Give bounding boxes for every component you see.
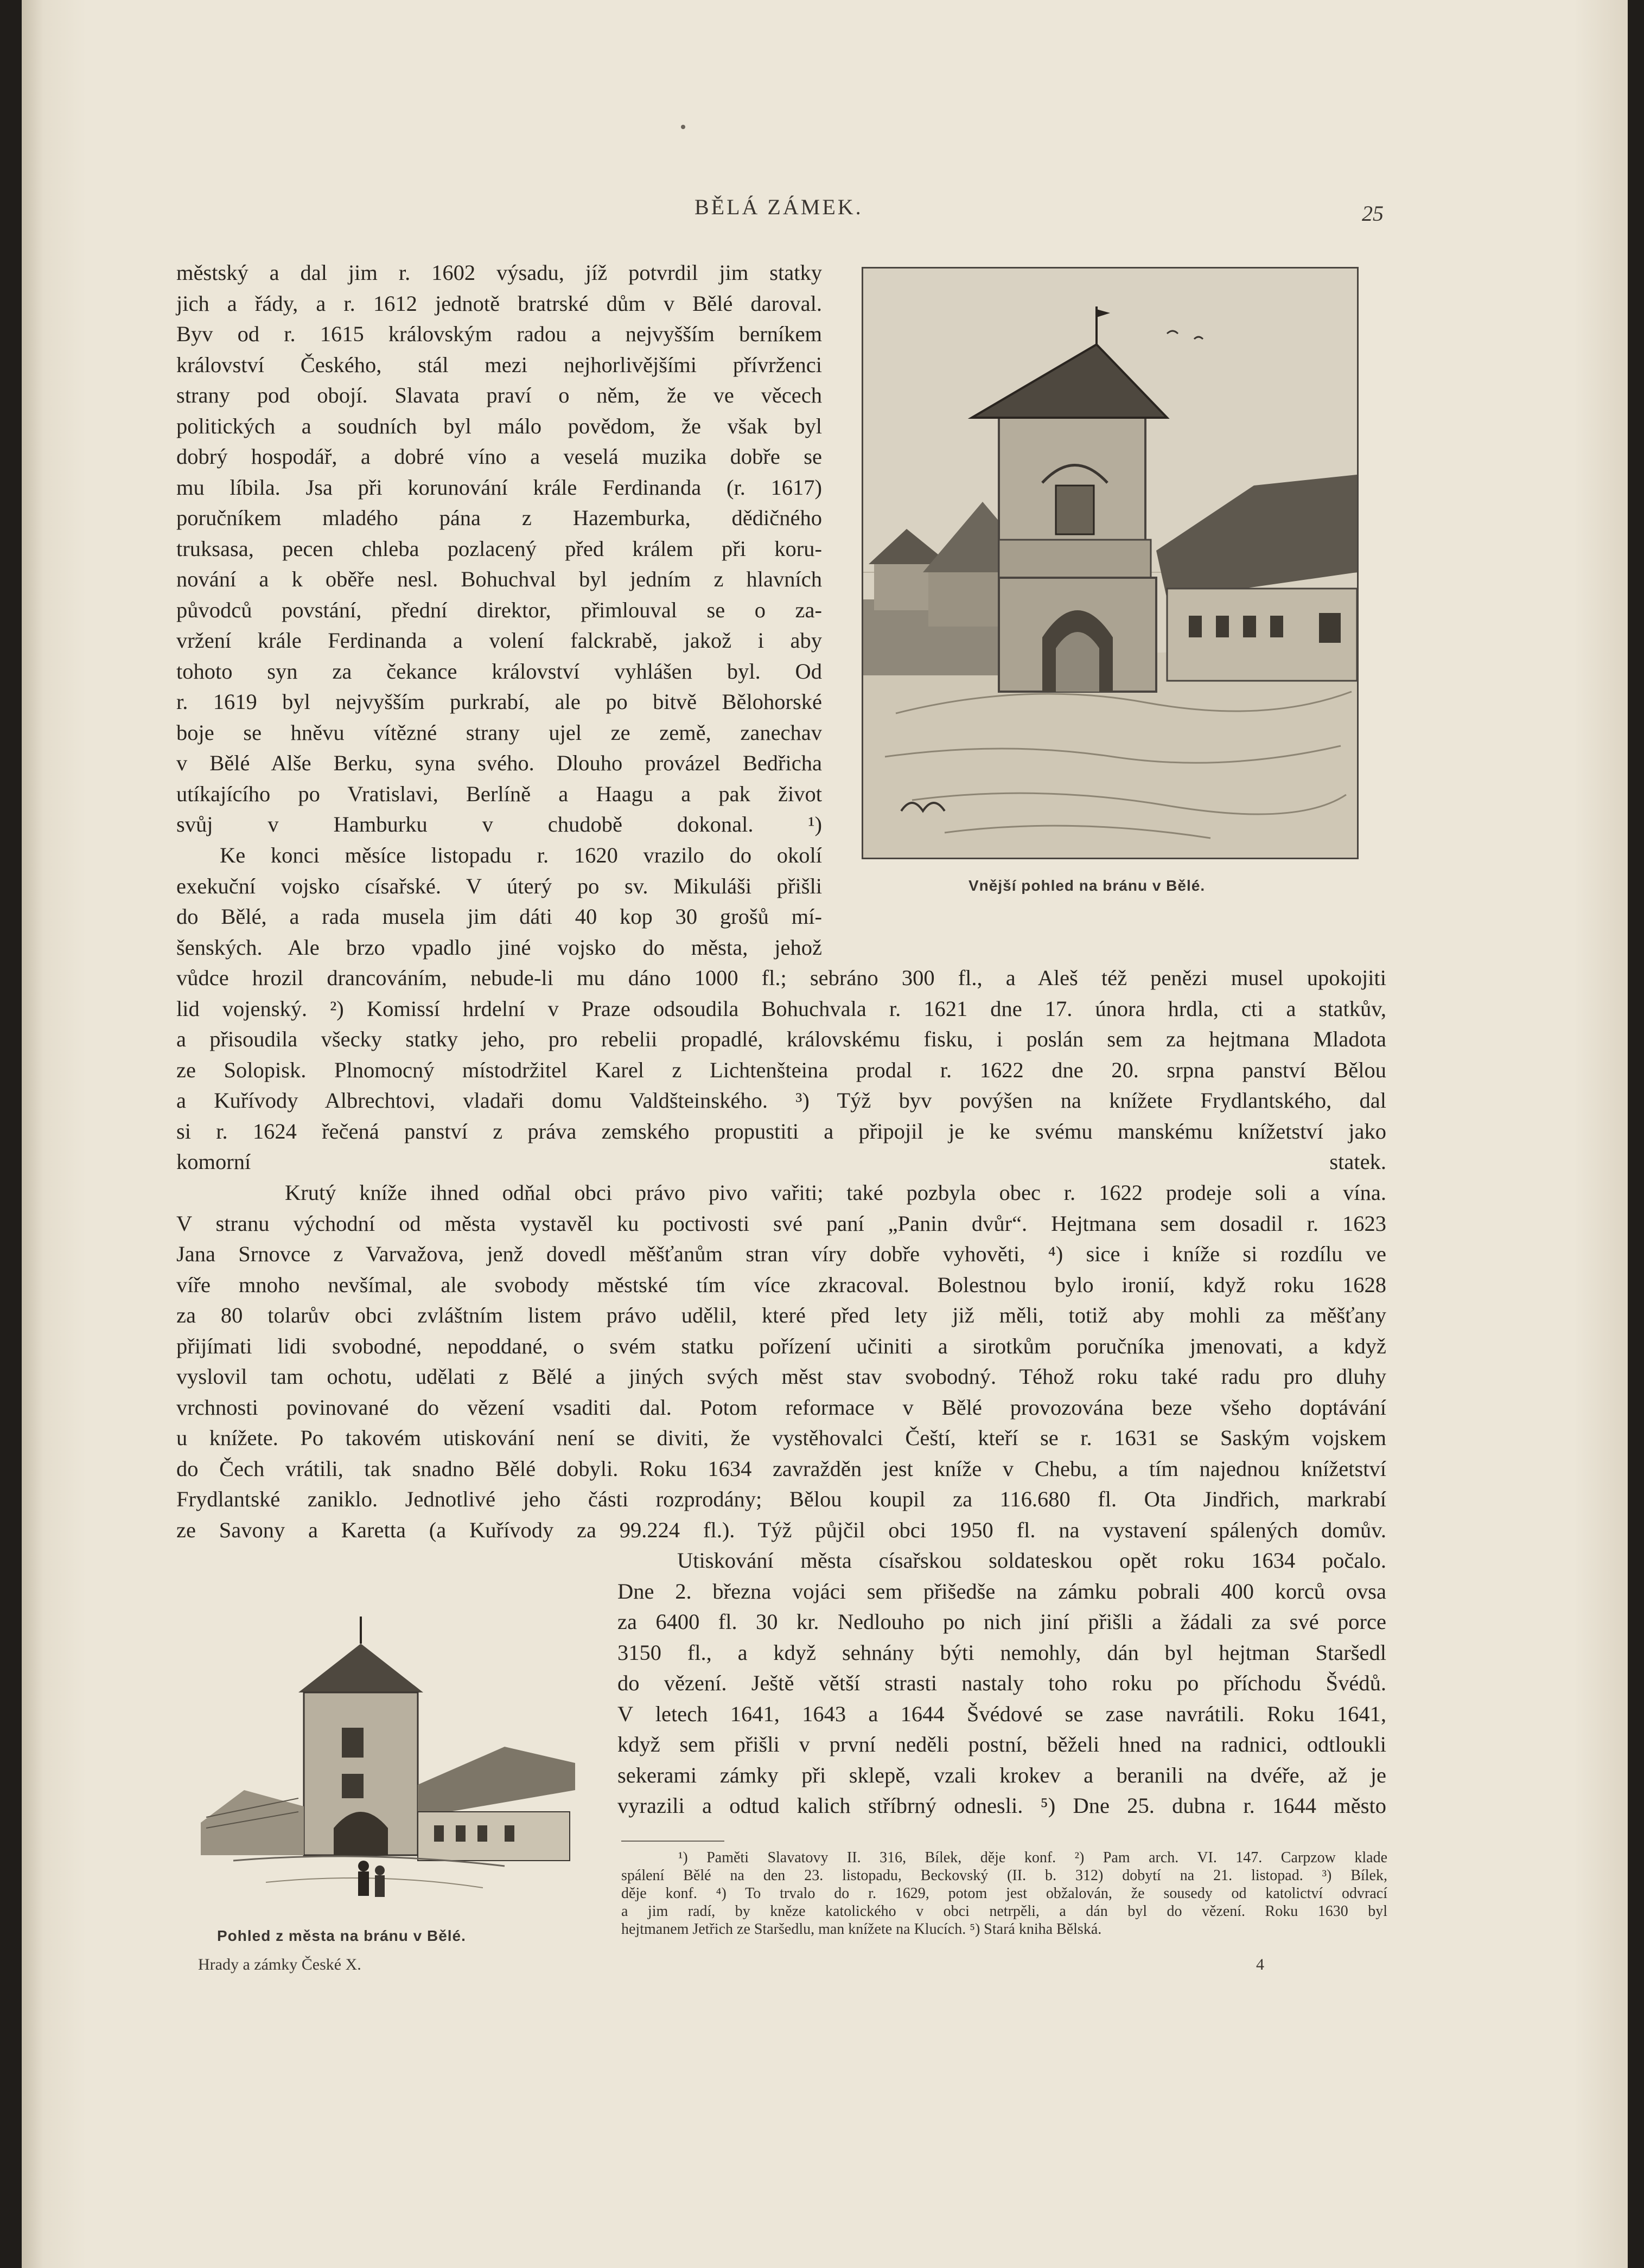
text-line: Ke konci měsíce listopadu r. 1620 vrazilo do okolí [220, 843, 822, 867]
page-number: 25 [1362, 201, 1384, 226]
text-line: r. 1619 byl nejvyšším purkrabí, ale po bitvě Bělohorské [176, 689, 822, 714]
text-line: vůdce hrozil drancováním, nebude-li mu dáno 1000 fl.; sebráno 300 fl., a Aleš též penězi musel upokojiti [176, 966, 1386, 990]
text-line: sekerami zámky při sklepě, vzali krokev a beranili na dvéře, až je [617, 1762, 1386, 1787]
footnote-rule [621, 1841, 724, 1842]
text-line: vržení krále Ferdinanda a volení falckrabě, jakož i aby [176, 628, 822, 653]
text-line: Frydlantské zaniklo. Jednotlivé jeho části rozprodány; Bělou koupil za 116.680 fl. Ota Jindřich, markrabí [176, 1487, 1386, 1511]
text-line: v Bělé Alše Berku, syna svého. Dlouho provázel Bedřicha [176, 751, 822, 775]
text-line: vyslovil tam ochotu, udělati z Bělé a jiných svých měst stav svobodný. Téhož roku také radu pro dluhy [176, 1364, 1386, 1389]
text-line: V stranu východní od města vystavěl ku poctivosti své paní „Panin dvůr“. Hejtmana sem dosadil r. 1623 [176, 1211, 1386, 1236]
text-line: u knížete. Po takovém utiskování není se diviti, že vystěhovalci Čeští, kteří se r. 1631 se Saským vojskem [176, 1426, 1386, 1450]
figure-caption-top: Vnější pohled na bránu v Bělé. [968, 877, 1206, 894]
footnotes [621, 1849, 1387, 1938]
text-line: politických a soudních byl málo povědom, že však byl [176, 413, 822, 438]
footnote-line: děje konf. ⁴) To trvalo do r. 1629, potom jest obžalován, že sousedy od katolictví odvrací [621, 1885, 1387, 1902]
text-line: mu líbila. Jsa při korunování krále Ferdinanda (r. 1617) [176, 475, 822, 500]
sheet-signature: Hrady a zámky České X. [198, 1956, 361, 1973]
text-line: truksasa, pecen chleba pozlacený před králem při koru- [176, 536, 822, 561]
inner-gate-illustration [201, 1611, 581, 1920]
book-page [22, 0, 1628, 2268]
text-line: nování a k oběře nesl. Bohuchval byl jedním z hlavních [176, 567, 822, 591]
text-line: vrchnosti povinované do vězení vsaditi dal. Potom reformace v Bělé provozována beze všeho doptávání [176, 1395, 1386, 1420]
text-line: V letech 1641, 1643 a 1644 Švédové se zase navrátili. Roku 1641, [617, 1701, 1386, 1726]
text-line: svůj v Hamburku v chudobě dokonal. ¹) [176, 812, 822, 836]
text-line: poručníkem mladého pána z Hazemburka, dědičného [176, 506, 822, 530]
gate-illustration [863, 269, 1357, 858]
text-line: exekuční vojsko císařské. V úterý po sv. Mikuláši přišli [176, 873, 822, 898]
text-line: přijímati lidi svobodné, nepoddané, o svém statku pořízení učiniti a sirotkům poručníka jmenovati, a když [176, 1333, 1386, 1358]
text-line: 3150 fl., a když sehnány býti nemohly, dán byl hejtman Staršedl [617, 1640, 1386, 1665]
text-line: vyrazili a odtud kalich stříbrný odnesli. ⁵) Dne 25. dubna r. 1644 město [617, 1793, 1386, 1818]
text-line: komorní statek. [176, 1149, 1386, 1174]
running-header: BĚLÁ ZÁMEK. [694, 195, 863, 219]
text-line: jich a řády, a r. 1612 jednotě bratrské dům v Bělé daroval. [176, 291, 822, 316]
text-line: si r. 1624 řečená panství z práva zemského propustiti a připojil je ke svému manskému knížetství jako [176, 1119, 1386, 1143]
text-line: původců povstání, přední direktor, přimlouval se o za- [176, 597, 822, 622]
figure-inner-gate [201, 1611, 581, 1920]
figure-caption-bottom: Pohled z města na bránu v Bělé. [217, 1927, 466, 1944]
text-line: do Čech vrátili, tak snadno Bělé dobyli. Roku 1634 zavražděn jest kníže v Chebu, a tím najednou knížetství [176, 1456, 1386, 1481]
column-bottom [617, 1545, 1386, 1822]
text-line: za 80 tolarův obci zvláštním listem právo udělil, které před lety již měli, totiž aby mohli za měšťany [176, 1303, 1386, 1327]
text-line: Krutý kníže ihned odňal obci právo pivo vařiti; také pozbyla obec r. 1622 prodeje soli a vína. [285, 1180, 1386, 1205]
text-line: víře mnoho nevšímal, ale svobody městské tím více zkracoval. Bolestnou bylo ironií, když roku 1628 [176, 1272, 1386, 1297]
full-width-block-2 [176, 1178, 1386, 1545]
text-line: Byv od r. 1615 královským radou a nejvyšším berníkem [176, 322, 822, 346]
text-line: Jana Srnovce z Varvažova, jenž dovedl měšťanům stran víry dobře vyhověti, ⁴) sice i kníže si rozdílu ve [176, 1242, 1386, 1266]
text-line: a přisoudila všecky statky jeho, pro rebelii propadlé, královskému fisku, i poslán sem za hejtmana Mladota [176, 1027, 1386, 1051]
text-line: strany pod obojí. Slavata praví o něm, že ve věcech [176, 383, 822, 407]
page-speck [681, 125, 685, 129]
footnote-line: a jim radí, by kněze katolického v obci netrpěli, a dán byl do vězení. Roku 1630 byl [621, 1903, 1387, 1920]
text-line: Utiskování města císařskou soldateskou opět roku 1634 počalo. [677, 1548, 1386, 1573]
text-line: když sem přišli v první neděli postní, běželi hned na radnici, odtloukli [617, 1732, 1386, 1756]
full-width-block-1 [176, 963, 1386, 1178]
text-line: ze Savony a Karetta (a Kuřívody za 99.224 fl.). Týž půjčil obci 1950 fl. na vystavení spálených domův. [176, 1517, 1386, 1542]
text-line: tohoto syn za čekance království vyhlášen byl. Od [176, 659, 822, 683]
text-line: za 6400 fl. 30 kr. Nedlouho po nich jiní přišli a žádali za své porce [617, 1609, 1386, 1634]
text-line: utíkajícího po Vratislavi, Berlíně a Haagu a pak život [176, 781, 822, 806]
column-top [176, 258, 822, 840]
text-line: do Bělé, a rada musela jim dáti 40 kop 30 grošů mí- [176, 904, 822, 929]
text-line: šenských. Ale brzo vpadlo jiné vojsko do města, jehož [176, 935, 822, 960]
text-line: lid vojenský. ²) Komissí hrdelní v Praze odsoudila Bohuchvala r. 1621 dne 17. února hrdla, cti a statkův, [176, 996, 1386, 1021]
footnote-line: hejtmanem Jetřich ze Staršedlu, man knížete na Klucích. ⁵) Stará kniha Bělská. [621, 1921, 1102, 1938]
footnote-line: ¹) Paměti Slavatovy II. 316, Bílek, děje konf. ²) Pam arch. VI. 147. Carpzow klade [678, 1849, 1387, 1866]
figure-outer-gate [862, 267, 1359, 859]
text-line: ze Solopisk. Plnomocný místodržitel Karel z Lichtenšteina prodal r. 1622 dne 20. srpna panství Bělou [176, 1057, 1386, 1082]
text-line: Dne 2. března vojáci sem přišedše na zámku pobrali 400 korců ovsa [617, 1579, 1386, 1603]
sheet-number: 4 [1256, 1956, 1264, 1973]
text-line: království Českého, stál mezi nejhorlivějšími přívrženci [176, 352, 822, 377]
text-line: boje se hněvu vítězné strany ujel ze země, zanechav [176, 720, 822, 745]
text-line: městský a dal jim r. 1602 výsadu, jíž potvrdil jim statky [176, 260, 822, 285]
text-line: dobrý hospodář, a dobré víno a veselá muzika dobře se [176, 444, 822, 469]
text-line: do vězení. Ještě větší strasti nastaly toho roku po příchodu Švédů. [617, 1671, 1386, 1695]
text-line: a Kuřívody Albrechtovi, vladaři domu Valdšteinského. ³) Týž byv povýšen na knížete Frydlantského, dal [176, 1088, 1386, 1113]
column-middle [176, 840, 822, 963]
footnote-line: spálení Bělé na den 23. listopadu, Beckovský (II. b. 312) dobytí na 21. listopad. ³) Bílek, [621, 1867, 1387, 1884]
